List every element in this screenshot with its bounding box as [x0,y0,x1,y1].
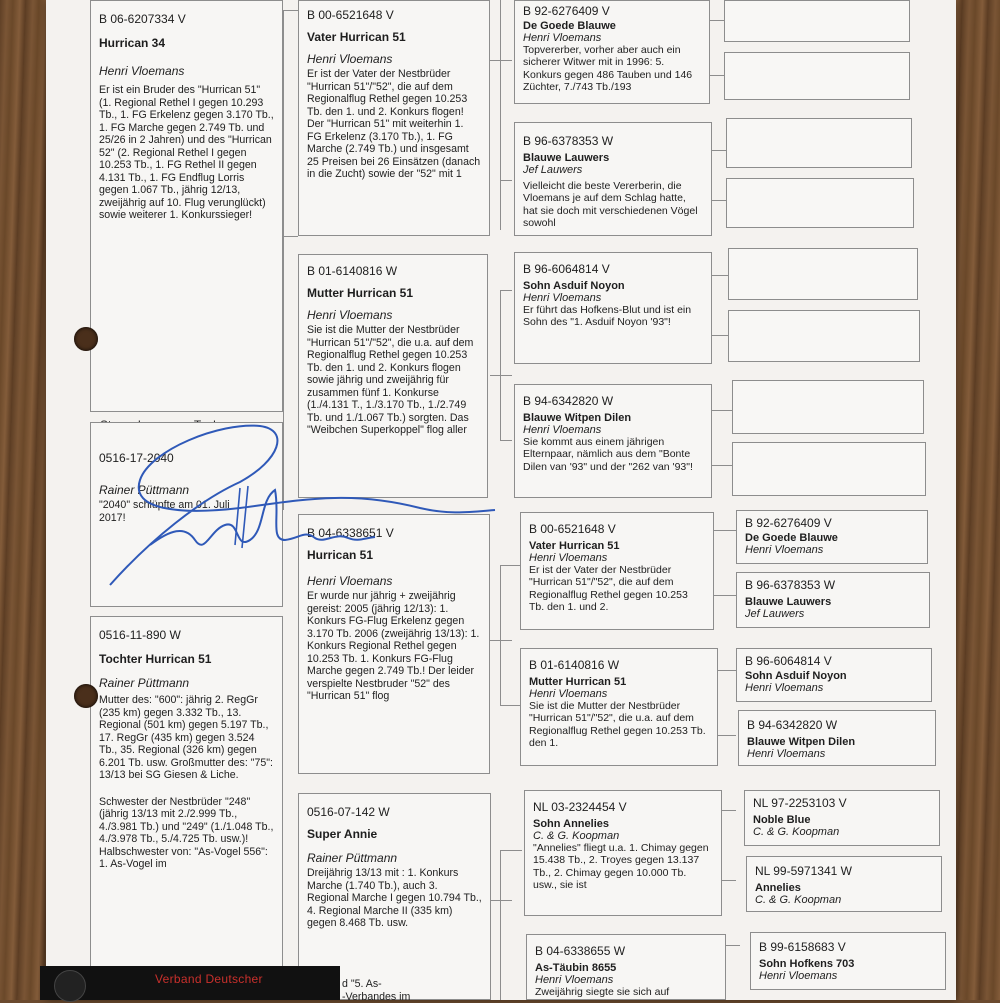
pigeon-name: Blauwe Witpen Dilen [747,736,856,748]
empty-ancestor-box [732,380,924,434]
pedigree-notes: Er ist der Vater der Nestbrüder "Hurrican 51"/"52", die auf dem Regionalflug Rethel gegen 10.253 Tb. den 1. und 2. Konkurs flogen! Der "Hurrican 51" mit weiterhin 1. FG Erkelenz (3.170 Tb.), 1. FG Marche (2.749 Tb.) und insgesamt 25 Preisen bei 26 Einsätzen (danach in die Zucht) sowie der "52" mit 1 [307,68,481,180]
pedigree-notes: Er ist der Vater der Nestbrüder "Hurrican 51"/"52", die auf dem Regionalflug Rethel gegen 10.253 Tb. den 1. und 2. [529,564,688,614]
connector-line [500,440,512,441]
empty-ancestor-box [724,52,910,100]
connector-line [283,236,298,237]
connector-line [714,530,736,531]
pigeon-name: Mutter Hurrican 51 [307,286,414,300]
ring-number: 0516-17-2040 [99,451,174,465]
great-grandparent-card [514,0,710,104]
great-grandparent-card [526,934,726,1000]
connector-line [712,150,726,151]
ancestor-card-gen4 [750,932,946,990]
pigeon-name: Vater Hurrican 51 [529,540,620,552]
connector-line [718,670,736,671]
pigeon-name: Tochter Hurrican 51 [99,652,212,666]
empty-ancestor-box [724,0,910,42]
pedigree-notes-2: Schwester der Nestbrüder "248" (jährig 13/13 mit 2./2.999 Tb., 4./3.981 Tb.) und "249" (1./1.048 Tb., 4./3.978 Tb., 5./4.725 Tb. usw.)! Halbschwester von: "As-Vogel 556": 1. As-Vogel im [99,795,274,870]
punch-hole [74,327,98,351]
ring-number: B 01-6140816 W [307,264,398,278]
breeder-name: Henri Vloemans [745,682,824,694]
partial-text: -Verbandes im [342,991,411,1003]
ancestor-card-gen4 [744,790,940,846]
pigeon-name: De Goede Blauwe [745,532,838,544]
pigeon-name: Mutter Hurrican 51 [529,676,627,688]
ring-number: B 96-6378353 W [745,578,836,592]
paternal-grandfather-card [298,0,490,236]
connector-line [500,565,520,566]
mother-card [90,616,283,1000]
connector-line [726,945,740,946]
pedigree-notes: Sie ist die Mutter der Nestbrüder "Hurrican 51"/"52", die u.a. auf dem Regionalflug Rethel gegen 10.253 Tb. den 1. und 2. Konkurs flogen sowie jährig und zweijährig für zusammen fünf 1. Konkurse (1./4.131 T., 1./3.170 Tb., 1./2.749 Tb. und 1./1.067 Tb.) sorgten. Das "Weibchen Superkoppel" flog aller [307,324,474,436]
breeder-name: Henri Vloemans [535,974,614,986]
breeder-name: Jef Lauwers [523,164,583,176]
ring-number: B 06-6207334 V [99,12,186,26]
great-grandparent-card [520,648,718,766]
breeder-name: Henri Vloemans [523,292,602,304]
punch-hole [74,684,98,708]
connector-line [710,20,724,21]
pigeon-name: Vater Hurrican 51 [307,30,406,44]
logo-text: Verband Deutscher [155,972,263,986]
pedigree-notes: Er ist ein Bruder des "Hurrican 51" (1. Regional Rethel I gegen 10.293 Tb., 1. FG Erkelenz gegen 3.170 Tb., 1. FG Marche gegen 2.749 Tb. und 25/26 in 2 Jahren) und des "Hurrican 52" (2. Regional Rethel I gegen 10.253 Tb., 1. FG Rethel II gegen 4.131 Tb., 1. FG Endflug Lorris gegen 1.067 Tb., jährig 12/13, zweijährig auf 10. Flug verunglückt) sowie weiterer 1. Konkurssieger! [99,84,274,221]
partial-text: d "5. As- [342,978,382,990]
pigeon-name: Sohn Asduif Noyon [745,670,847,682]
ring-number: B 04-6338655 W [535,944,626,958]
ring-number: B 92-6276409 V [523,4,610,18]
ancestor-card-gen4 [746,856,942,912]
great-grandparent-card [514,384,712,498]
ring-number: 0516-07-142 W [307,805,390,819]
breeder-name: Henri Vloemans [529,552,608,564]
pedigree-notes: Dreijährig 13/13 mit : 1. Konkurs Marche (1.740 Tb.), auch 3. Regional Marche I gegen 10.794 Tb., 4. Regional Marche II (335 km) gegen 8.468 Tb. usw. [307,867,482,929]
hatch-note: "2040" schlüpfte am 01. Juli 2017! [99,499,230,524]
association-logo [40,966,340,1000]
pedigree-notes: Er führt das Hofkens-Blut und ist ein Sohn des "1. Asduif Noyon '93"! [523,304,692,329]
connector-line [490,60,512,61]
pedigree-notes: Vielleicht die beste Vererberin, die Vloemans je auf dem Schlag hatte, hat sie doch mit verschiedenen Vögel sowohl [523,180,698,230]
connector-line [500,0,501,230]
connector-line [718,735,736,736]
subject-card [90,422,283,607]
breeder-name: Henri Vloemans [759,970,838,982]
great-grandparent-card [514,122,712,236]
connector-line [283,10,284,510]
great-grandparent-card [524,790,722,916]
connector-line [500,290,512,291]
ancestor-card-gen4 [736,648,932,702]
connector-line [712,275,728,276]
connector-line [722,810,736,811]
breeder-name: Rainer Püttmann [99,483,190,497]
ring-number: B 99-6158683 V [759,940,846,954]
great-grandparent-card [514,252,712,364]
breeder-name: C. & G. Koopman [753,826,840,838]
breeder-name: Henri Vloemans [529,688,608,700]
pigeon-name: Hurrican 51 [307,548,374,562]
pedigree-notes: Topvererber, vorher aber auch ein sicherer Witwer mit in 1996: 5. Konkurs gegen 486 Tauben und 146 Züchter, 7./743 Tb./193 [523,44,693,94]
breeder-name: Henri Vloemans [747,748,826,760]
connector-line [712,335,728,336]
breeder-name: Henri Vloemans [307,308,393,322]
connector-line [490,640,512,641]
empty-ancestor-box [726,118,912,168]
pigeon-name: Super Annie [307,827,378,841]
empty-ancestor-box [728,310,920,362]
ring-number: B 96-6064814 V [523,262,610,276]
pigeon-name: Sohn Asduif Noyon [523,280,625,292]
connector-line [500,850,522,851]
connector-line [712,410,732,411]
connector-line [712,200,726,201]
paternal-grandmother-card [298,254,488,498]
connector-line [500,290,501,440]
ring-number: B 96-6378353 W [523,134,614,148]
pigeon-name: De Goede Blauwe [523,20,616,32]
ring-number: NL 03-2324454 V [533,800,627,814]
connector-line [500,565,501,705]
ancestor-card-gen4 [738,710,936,766]
breeder-name: C. & G. Koopman [533,830,620,842]
connector-line [500,850,501,1000]
breeder-name: Jef Lauwers [745,608,805,620]
breeder-name: Rainer Püttmann [99,676,190,690]
ring-number: B 00-6521648 V [529,522,616,536]
pedigree-notes: "Annelies" fliegt u.a. 1. Chimay gegen 15.438 Tb., 2. Troyes gegen 13.137 Tb., 2. Chimay gegen 10.000 Tb. usw., sie ist [533,842,709,892]
connector-line [714,595,736,596]
breeder-name: Rainer Püttmann [307,851,398,865]
breeder-name: Henri Vloemans [523,424,602,436]
breeder-name: Henri Vloemans [307,574,393,588]
breeder-name: Henri Vloemans [523,32,602,44]
pedigree-notes: Zweijährig siegte sie sich auf [535,986,670,998]
ring-number: B 96-6064814 V [745,654,832,668]
ancestor-card-gen4 [736,510,928,564]
pedigree-notes: Sie ist die Mutter der Nestbrüder "Hurrican 51"/"52", die u.a. auf dem Regionalflug Rethel gegen 10.253 Tb. den 1. [529,700,706,750]
empty-ancestor-box [732,442,926,496]
ancestor-card-gen4 [736,572,930,628]
maternal-grandfather-card [298,514,490,774]
pigeon-name: Blauwe Lauwers [745,596,832,608]
ring-number: B 01-6140816 W [529,658,620,672]
pedigree-notes: Mutter des: "600": jährig 2. RegGr (235 km) gegen 3.332 Tb., 13. Regional (501 km) gegen 5.197 Tb., 17. RegGr (435 km) gegen 3.524 Tb., 35. Regional (326 km) gegen 6.201 Tb. usw. Großmutter des: "75": 13/13 bei SG Giesen & Liche. [99,694,273,781]
great-grandparent-card [520,512,714,630]
pigeon-name: As-Täubin 8655 [535,962,617,974]
connector-line [500,705,520,706]
ring-number: NL 99-5971341 W [755,864,852,878]
connector-line [722,880,736,881]
eagle-emblem-icon [54,970,86,1002]
empty-ancestor-box [726,178,914,228]
ring-number: B 04-6338651 V [307,526,394,540]
ring-number: B 92-6276409 V [745,516,832,530]
pedigree-notes: Sie kommt aus einem jährigen Elternpaar, nämlich aus dem "Bonte Dilen van '93" und der "262 van '93"! [523,436,693,473]
breeder-name: Henri Vloemans [745,544,824,556]
breeder-name: Henri Vloemans [307,52,393,66]
breeder-name: Henri Vloemans [99,64,185,78]
breeder-name: C. & G. Koopman [755,894,842,906]
pigeon-name: Sohn Annelies [533,818,609,830]
ring-number: B 94-6342820 W [523,394,614,408]
empty-ancestor-box [728,248,918,300]
pigeon-name: Hurrican 34 [99,36,166,50]
connector-line [490,900,512,901]
pigeon-name: Sohn Hofkens 703 [759,958,855,970]
ring-number: NL 97-2253103 V [753,796,847,810]
pigeon-name: Noble Blue [753,814,811,826]
ring-number: B 94-6342820 W [747,718,838,732]
pigeon-name: Blauwe Witpen Dilen [523,412,632,424]
pigeon-name: Blauwe Lauwers [523,152,610,164]
connector-line [283,10,298,11]
ring-number: 0516-11-890 W [99,628,181,642]
connector-line [500,180,512,181]
connector-line [710,75,724,76]
pedigree-notes: Er wurde nur jährig + zweijährig gereist: 2005 (jährig 12/13): 1. Konkurs FG-Flug Erkelenz gegen 3.170 Tb. 2006 (zweijährig 13/13): 1. Konkurs Regional Rethel gegen 10.253 Tb. 1. Konkurs FG-Flug Marche gegen 2.749 Tb.! Der leider verspielte Nestbruder "52" des "Hurrican 51" flog [307,590,480,702]
father-card [90,0,283,412]
connector-line [490,375,512,376]
connector-line [712,465,732,466]
ring-number: B 00-6521648 V [307,8,394,22]
pigeon-name: Annelies [755,882,801,894]
